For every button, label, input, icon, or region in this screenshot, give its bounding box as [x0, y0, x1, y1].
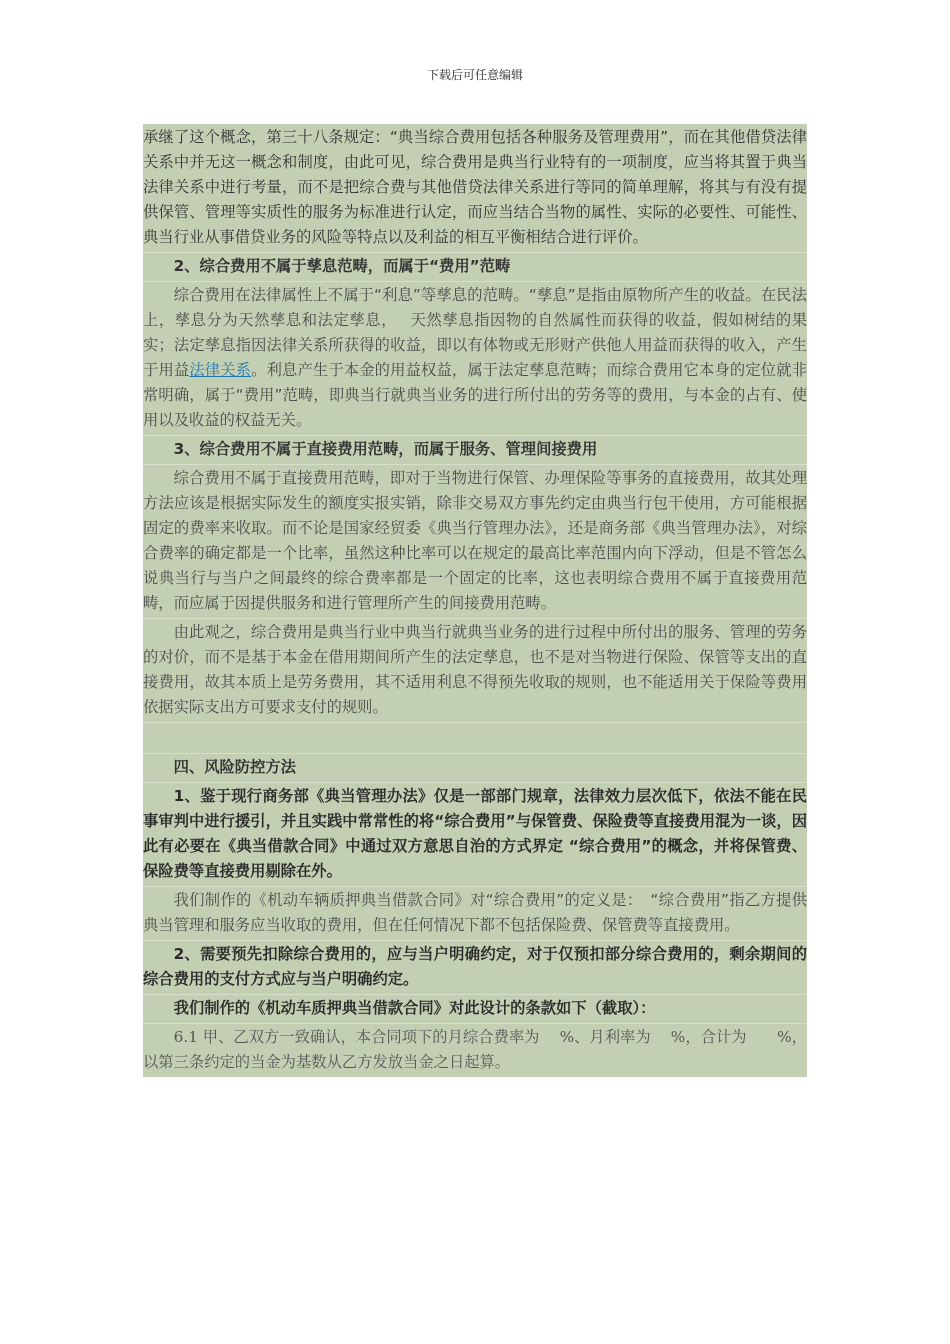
paragraph-direct-cost: 综合费用不属于直接费用范畴，即对于当物进行保管、办理保险等事务的直接费用，故其处理方法应该是根据实际发生的额度实报实销，除非交易双方事先约定由典当行包干使用，方可能根据固定的费率来收取。而不论是国家经贸委《典当行管理办法》，还是商务部《典当管理办法》，对综合费率的确定都是一个比率，虽然这种比率可以在规定的最高比率范围内向下浮动，但是不管怎么说典当行与当户之间最终的综合费率都是一个固定的比率，这也表明综合费用不属于直接费用范畴，而应属于因提供服务和进行管理所产生的间接费用范畴。	[143, 469, 807, 612]
heading-section-2: 2、综合费用不属于孳息范畴，而属于“费用”范畴	[173, 257, 511, 275]
paragraph-interest-text-before: 综合费用在法律属性上不属于“利息”等孳息的范畴。“孳息”是指由原物所产生的收益。在民法上，孳息分为天然孳息和法定孳息， 天然孳息指因物的自然属性而获得的收益，假如树结的果实；法定孳息指因法律关系所获得的收益，即以有体物或无形财产供他人用益而获得的收入，产生于用益	[143, 286, 807, 379]
heading-section-3: 3、综合费用不属于直接费用范畴，而属于服务、管理间接费用	[173, 440, 598, 458]
paragraph-interest-nature	[143, 283, 807, 433]
risk-item-1: 1、鉴于现行商务部《典当管理办法》仅是一部部门规章，法律效力层次低下，依法不能在民事审判中进行援引，并且实践中常常性的将“综合费用”与保管费、保险费等直接费用混为一谈，因此有必要在《典当借款合同》中通过双方意思自治的方式界定 “综合费用”的概念，并将保管费、保险费等直接费用剔除在外。	[143, 787, 807, 880]
paragraph-interest-text-after: 。利息产生于本金的用益权益，属于法定孳息范畴；而综合费用它本身的定位就非常明确，属于“费用”范畴，即典当行就典当业务的进行所付出的劳务等的费用，与本金的占有、使用以及收益的权益无关。	[143, 361, 807, 429]
risk-item-2: 2、需要预先扣除综合费用的，应与当户明确约定，对于仅预扣部分综合费用的，剩余期间的综合费用的支付方式应与当户明确约定。	[143, 945, 807, 988]
paragraph-conclusion: 由此观之，综合费用是典当行业中典当行就典当业务的进行过程中所付出的服务、管理的劳务的对价，而不是基于本金在借用期间所产生的法定孳息，也不是对当物进行保险、保管等支出的直接费用，故其本质上是劳务费用，其不适用利息不得预先收取的规则，也不能适用关于保险等费用依据实际支出方可要求支付的规则。	[143, 623, 807, 716]
legal-relation-link[interactable]: 法律关系	[189, 361, 252, 379]
paragraph-definition: 我们制作的《机动车辆质押典当借款合同》对“综合费用”的定义是： “综合费用”指乙方提供典当管理和服务应当收取的费用，但在任何情况下都不包括保险费、保管费等直接费用。	[143, 891, 807, 934]
document-body	[143, 124, 807, 1077]
blank-line	[143, 724, 807, 751]
contract-clause-intro: 我们制作的《机动车质押典当借款合同》对此设计的条款如下（截取）：	[173, 999, 656, 1017]
paragraph-intro: 承继了这个概念，第三十八条规定：“典当综合费用包括各种服务及管理费用”，而在其他借贷法律关系中并无这一概念和制度，由此可见，综合费用是典当行业特有的一项制度，应当将其置于典当法律关系中进行考量，而不是把综合费与其他借贷法律关系进行等同的简单理解，将其与有没有提供保管、管理等实质性的服务为标准进行认定，而应当结合当物的属性、实际的必要性、可能性、典当行业从事借贷业务的风险等特点以及利益的相互平衡相结合进行评价。	[143, 128, 807, 246]
page-header: 下载后可任意编辑	[426, 68, 523, 82]
contract-clause-6-1: 6.1 甲、乙双方一致确认，本合同项下的月综合费率为 %、月利率为 %，合计为 %，以第三条约定的当金为基数从乙方发放当金之日起算。	[143, 1028, 807, 1071]
heading-risk-control: 四、风险防控方法	[173, 758, 296, 776]
